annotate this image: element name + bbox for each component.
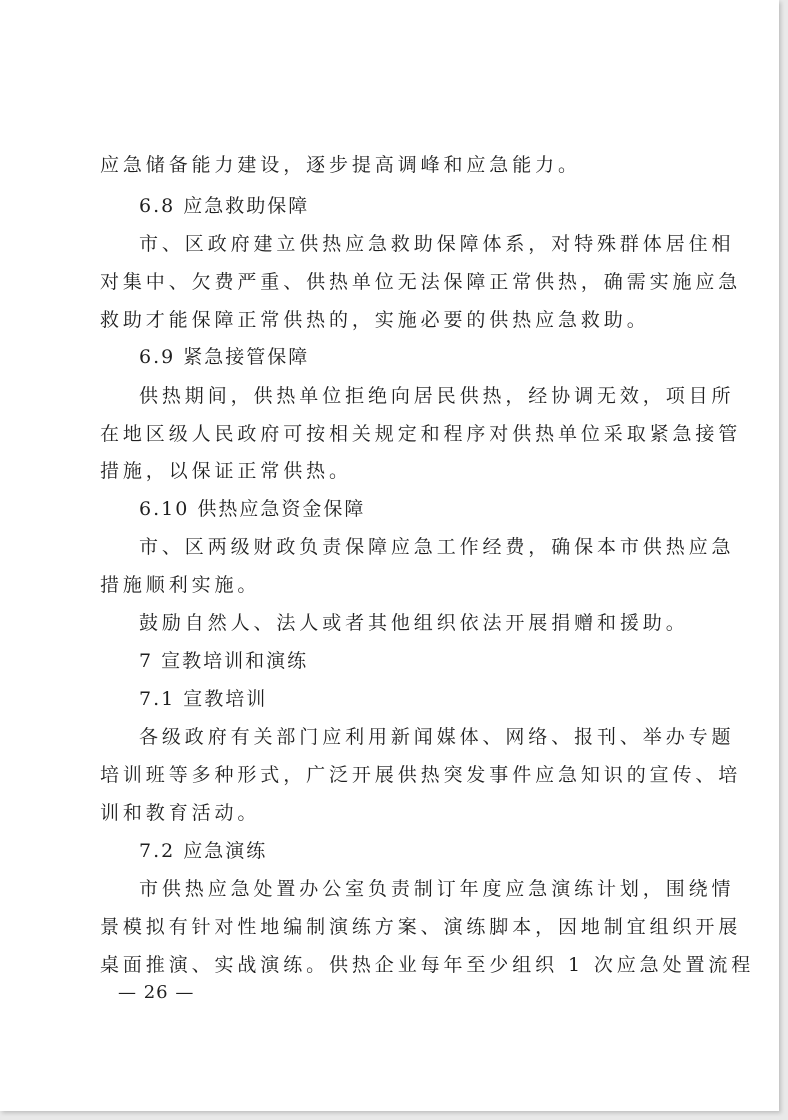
body-line: 供热期间，供热单位拒绝向居民供热，经协调无效，项目所 — [139, 385, 735, 407]
body-line: 救助才能保障正常供热的，实施必要的供热应急救助。 — [100, 309, 650, 331]
body-line: 措施，以保证正常供热。 — [100, 460, 352, 482]
body-line: 市供热应急处置办公室负责制订年度应急演练计划，围绕情 — [139, 878, 735, 900]
body-line: 各级政府有关部门应利用新闻媒体、网络、报刊、举办专题 — [139, 726, 735, 748]
page-number: — 26 — — [118, 982, 195, 1003]
section-heading: 6.8 应急救助保障 — [139, 195, 310, 217]
body-line: 培训班等多种形式，广泛开展供热突发事件应急知识的宣传、培 — [100, 764, 742, 786]
body-line: 在地区级人民政府可按相关规定和程序对供热单位采取紧急接管 — [100, 423, 742, 445]
body-line: 市、区政府建立供热应急救助保障体系，对特殊群体居住相 — [139, 233, 735, 255]
section-heading: 6.10 供热应急资金保障 — [139, 498, 366, 520]
body-line: 训和教育活动。 — [100, 802, 261, 824]
body-line: 应急储备能力建设，逐步提高调峰和应急能力。 — [100, 154, 581, 176]
body-line: 鼓励自然人、法人或者其他组织依法开展捐赠和援助。 — [139, 612, 689, 634]
body-line: 措施顺利实施。 — [100, 574, 261, 596]
chapter-heading: 7 宣教培训和演练 — [139, 650, 309, 672]
body-line: 对集中、欠费严重、供热单位无法保障正常供热，确需实施应急 — [100, 271, 742, 293]
body-line: 景模拟有针对性地编制演练方案、演练脚本，因地制宜组织开展 — [100, 916, 742, 938]
section-heading: 7.2 应急演练 — [139, 840, 268, 862]
section-heading: 6.9 紧急接管保障 — [139, 346, 310, 368]
section-heading: 7.1 宣教培训 — [139, 688, 268, 710]
body-line: 市、区两级财政负责保障应急工作经费，确保本市供热应急 — [139, 536, 735, 558]
body-line: 桌面推演、实战演练。供热企业每年至少组织 1 次应急处置流程 — [100, 954, 755, 976]
